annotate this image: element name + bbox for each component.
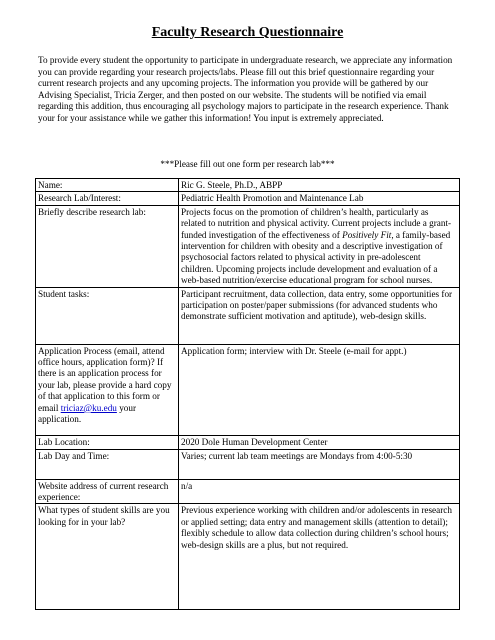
name-label: Name: [36, 179, 179, 192]
row-tasks [36, 287, 460, 344]
time-value: Varies; current lab team meetings are Mondays from 4:00-5:30 [179, 449, 460, 479]
row-time [36, 449, 460, 479]
row-describe [36, 205, 460, 287]
row-name [36, 179, 460, 192]
describe-label: Briefly describe research lab: [36, 205, 179, 287]
lab-value: Pediatric Health Promotion and Maintenance Lab [179, 192, 460, 205]
website-label: Website address of current research experience: [36, 479, 179, 504]
document-title: Faculty Research Questionnaire [151, 25, 344, 40]
location-value: 2020 Dole Human Development Center [179, 435, 460, 449]
row-lab [36, 192, 460, 205]
time-label: Lab Day and Time: [36, 449, 179, 479]
application-value: Application form; interview with Dr. Steele (e-mail for appt.) [179, 344, 460, 435]
row-location [36, 435, 460, 449]
row-application [36, 344, 460, 435]
application-label [36, 344, 179, 435]
program-name: Positively Fit [342, 229, 392, 240]
describe-value [179, 205, 460, 287]
tasks-value: Participant recruitment, data collection, data entry, some opportunities for participation on poster/paper submissions (for advanced students who demonstrate sufficient motivation and aptitude), web-design skills. [179, 287, 460, 344]
name-value: Ric G. Steele, Ph.D., ABPP [179, 179, 460, 192]
application-label-part-2: your application. [38, 402, 137, 425]
one-form-note: ***Please fill out one form per research lab*** [160, 159, 335, 169]
location-label: Lab Location: [36, 435, 179, 449]
row-website [36, 479, 460, 504]
website-value: n/a [179, 479, 460, 504]
skills-label: What types of student skills are you looking for in your lab? [36, 504, 179, 610]
tasks-label: Student tasks: [36, 287, 179, 344]
intro-paragraph: To provide every student the opportunity to participate in undergraduate research, we appreciate any information you can provide regarding your research projects/labs. Please fill out this brief questionnaire regarding your current research projects and any upcoming projects. The information you provide will be gathered by our Advising Specialist, Tricia Zerger, and then posted on our website. The students will be notified via email regarding this addition, thus encouraging all psychology majors to participate in the research experience. Thank your for your assistance while we gather this information! You input is extremely appreciated. [38, 55, 453, 123]
row-skills [36, 504, 460, 610]
email-link[interactable]: triciaz@ku.edu [60, 402, 117, 413]
questionnaire-table [35, 178, 460, 610]
skills-value: Previous experience working with children and/or adolescents in research or applied setting; data entry and management skills (attention to detail); flexibly schedule to allow data collection during children’s school hours; web-design skills are a plus, but not required. [179, 504, 460, 610]
describe-text-part-2: , a family-based intervention for children with obesity and a descriptive investigation of psychosocial factors related to physical activity in pre-adolescent children. Upcoming projects include development and evaluation of a web-based nutrition/exercise educational program for school nurses. [181, 229, 451, 286]
lab-label: Research Lab/Interest: [36, 192, 179, 205]
application-label-part-1: Application Process (email, attend office hours, application form)? If there is an application process for your lab, please provide a hard copy of that application to this form or email [38, 345, 172, 413]
describe-text-part-1: Projects focus on the promotion of children’s health, particularly as related to nutrition and physical activity. Current projects include a grant-funded investigation of the effectiveness of [181, 206, 452, 240]
